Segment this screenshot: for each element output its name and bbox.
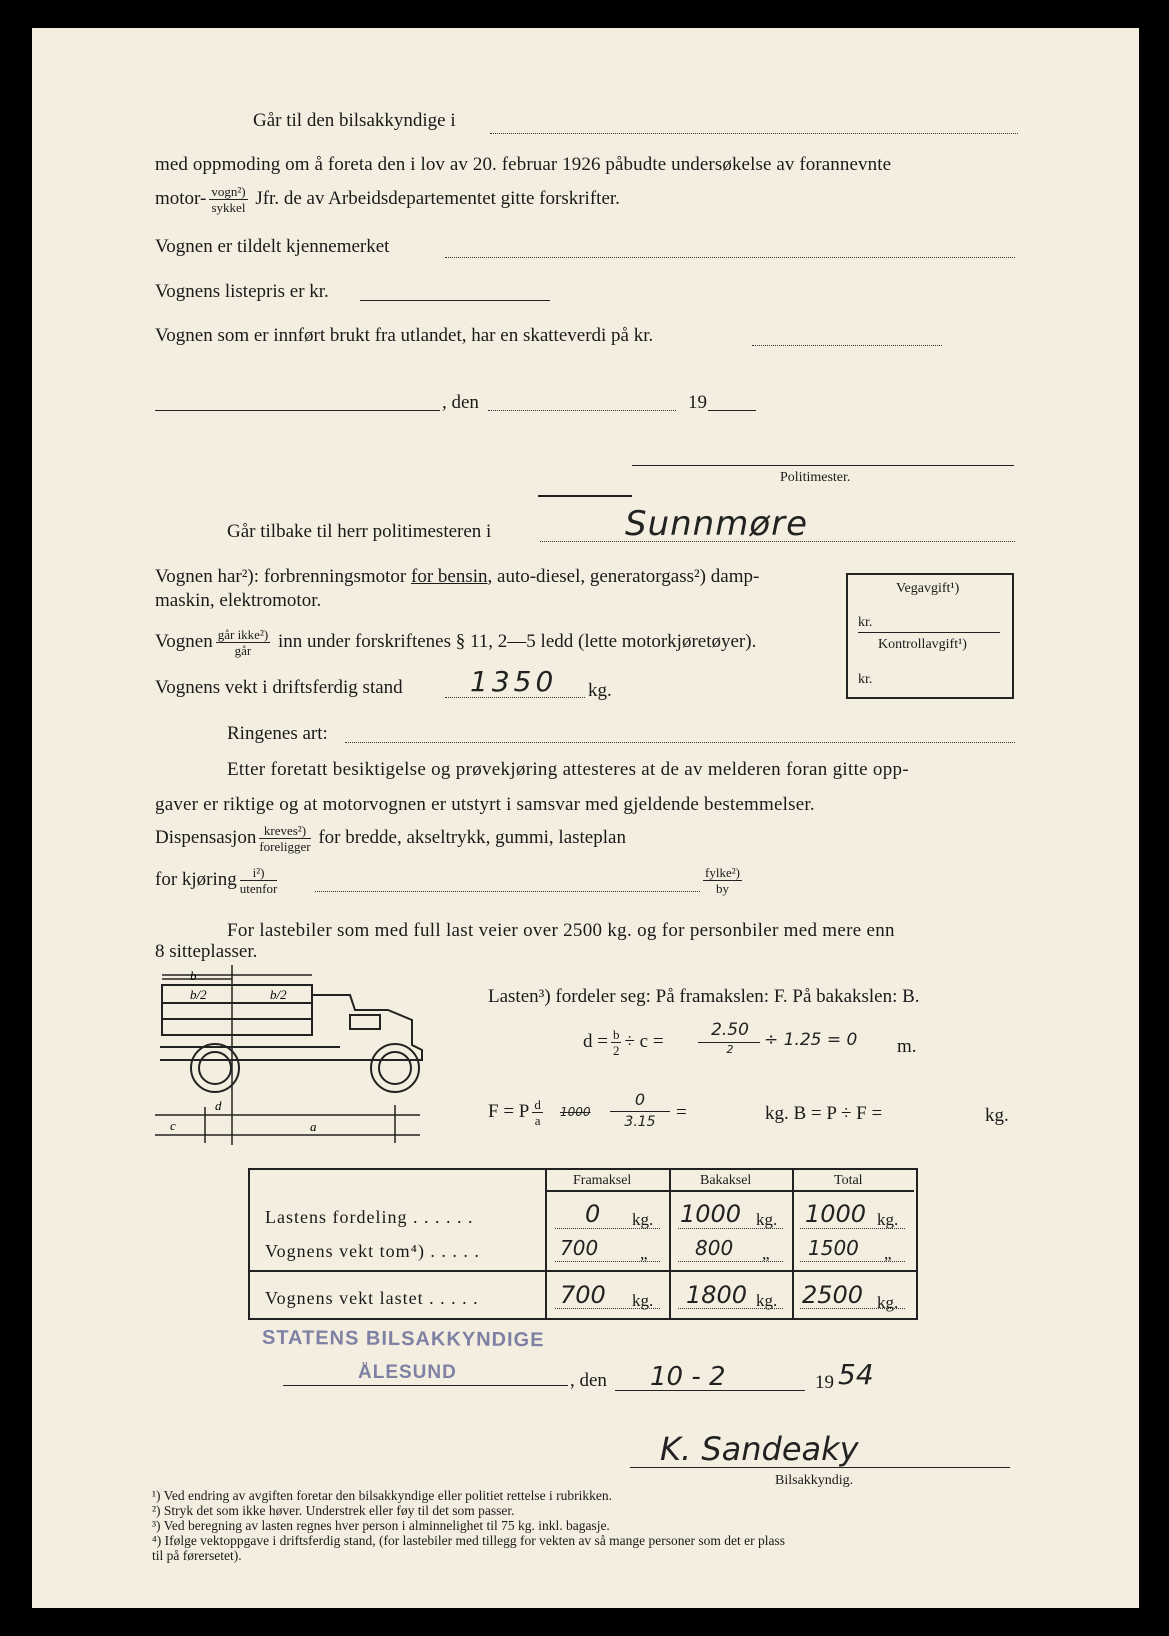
row3-total-line bbox=[800, 1308, 905, 1309]
motor-prefix: motor- bbox=[155, 187, 207, 209]
label-vegavgift: Vegavgift¹) bbox=[896, 581, 960, 596]
row2-framaksel: 700 bbox=[560, 1236, 599, 1260]
label-politimester: Politimester. bbox=[780, 470, 851, 485]
field-skatteverdi[interactable] bbox=[752, 345, 942, 346]
row-vekt-lastet-label: Vognens vekt lastet . . . . . bbox=[265, 1288, 479, 1308]
row3-bakaksel: 1800 bbox=[686, 1281, 748, 1309]
row2-total: 1500 bbox=[808, 1236, 859, 1260]
formula-b-bottom: 2 bbox=[612, 1043, 620, 1058]
line-lasten: Lasten³) fordeler seg: På framakslen: F. På bakakslen: B. bbox=[488, 986, 920, 1007]
row3-total-unit: kg. bbox=[877, 1293, 899, 1312]
field-politimester-signature[interactable] bbox=[632, 465, 1014, 466]
formula-m: m. bbox=[897, 1036, 917, 1057]
label-kontrollavgift: Kontrollavgift¹) bbox=[878, 637, 967, 652]
label-kjoring: for kjøring bbox=[155, 868, 237, 890]
field-ringenes[interactable] bbox=[345, 742, 1015, 743]
handwritten-signature: K. Sandeaky bbox=[660, 1430, 859, 1468]
label-listepris: Vognens listepris er kr. bbox=[155, 281, 329, 302]
hw-formula-rest: ÷ 1.25 = 0 bbox=[764, 1030, 858, 1050]
row2-framaksel-line bbox=[555, 1261, 660, 1262]
kjoring-bottom: utenfor bbox=[239, 881, 278, 896]
motor-suffix: Jfr. de av Arbeidsdepartementet gitte forskrifter. bbox=[255, 187, 620, 209]
field-kjoring[interactable] bbox=[315, 891, 700, 892]
formula-da-bottom: a bbox=[534, 1113, 541, 1128]
fylke-bottom: by bbox=[715, 881, 729, 896]
row1-bakaksel-unit: kg. bbox=[756, 1210, 778, 1229]
label-skatteverdi: Vognen som er innført brukt fra utlandet, har en skatteverdi på kr. bbox=[155, 325, 654, 346]
motor-frac-bottom: sykkel bbox=[211, 200, 246, 215]
row-vekt-tom-label: Vognens vekt tom⁴) . . . . . bbox=[265, 1241, 480, 1261]
handwritten-vekt: 1350 bbox=[470, 665, 558, 698]
formula-b-frac bbox=[611, 1028, 622, 1057]
label-kjennemerke: Vognen er tildelt kjennemerket bbox=[155, 236, 390, 257]
row1-total: 1000 bbox=[805, 1200, 867, 1228]
label-vekt: Vognens vekt i driftsferdig stand bbox=[155, 677, 403, 698]
line-forskrift bbox=[155, 628, 756, 657]
formula-f bbox=[488, 1098, 546, 1127]
truck-diagram bbox=[150, 965, 460, 1155]
kjoring-top: i²) bbox=[240, 866, 278, 881]
kjoring-fraction bbox=[240, 866, 278, 895]
row3-bakaksel-line bbox=[678, 1308, 783, 1309]
formula-f-left: F = P bbox=[488, 1100, 530, 1122]
motor-frac-top: vogn²) bbox=[211, 184, 246, 199]
handwritten-sunnmore: Sunnmøre bbox=[625, 504, 809, 544]
line-kjoring bbox=[155, 866, 280, 895]
field-kjennemerke[interactable] bbox=[445, 257, 1015, 258]
diagram-label-b2: b/2 bbox=[190, 987, 207, 1002]
label-signing-19: 19 bbox=[815, 1372, 834, 1393]
fylke-fraction bbox=[703, 866, 742, 895]
disp-suffix: for bredde, akseltrykk, gummi, lasteplan bbox=[318, 826, 626, 848]
label-dispensasjon: Dispensasjon bbox=[155, 826, 257, 848]
motor-type-bensin: for bensin bbox=[411, 566, 488, 587]
diagram-label-b: b bbox=[190, 968, 197, 983]
row2-bakaksel: 800 bbox=[695, 1236, 734, 1260]
hw-b-bottom: 2 bbox=[726, 1043, 734, 1056]
disp-top: kreves²) bbox=[259, 824, 310, 839]
hw-1000: 1000 bbox=[560, 1105, 591, 1119]
gar-top: går ikke²) bbox=[217, 627, 269, 642]
line-etter-2: gaver er riktige og at motorvognen er utstyrt i samsvar med gjeldende bestemmelser. bbox=[155, 794, 815, 815]
label-den: , den bbox=[442, 392, 479, 413]
line-motor bbox=[155, 185, 620, 214]
footnote-4-cont: til på førersetet). bbox=[152, 1548, 242, 1563]
row1-bakaksel: 1000 bbox=[680, 1200, 742, 1228]
field-listepris[interactable] bbox=[360, 300, 550, 301]
line-gar-til: Går til den bilsakkyndige i bbox=[253, 110, 456, 131]
formula-kg-end: kg. bbox=[985, 1105, 1009, 1126]
stamp-line-1: STATENS BILSAKKYNDIGE bbox=[261, 1326, 545, 1352]
row3-framaksel: 700 bbox=[560, 1281, 606, 1309]
col-framaksel: Framaksel bbox=[573, 1173, 632, 1188]
label-signing-den: , den bbox=[570, 1370, 607, 1391]
label-year-19: 19 bbox=[688, 392, 707, 413]
field-vegavgift[interactable] bbox=[858, 632, 1000, 633]
row2-total-unit: „ bbox=[884, 1244, 892, 1263]
row3-framaksel-line bbox=[555, 1308, 660, 1309]
formula-d-left: d = bbox=[583, 1030, 608, 1052]
line-laste-1: For lastebiler som med full last veier over 2500 kg. og for personbiler med mere enn bbox=[227, 920, 895, 941]
row1-total-unit: kg. bbox=[877, 1210, 899, 1229]
diagram-label-b2b: b/2 bbox=[270, 987, 287, 1002]
formula-b-top: b bbox=[612, 1027, 620, 1042]
label-vegavgift-kr: kr. bbox=[858, 615, 873, 630]
row1-framaksel-line bbox=[555, 1228, 660, 1229]
truck-window bbox=[350, 1015, 380, 1029]
handwritten-date: 10 - 2 bbox=[650, 1362, 726, 1392]
label-ringenes: Ringenes art: bbox=[227, 723, 328, 744]
hw-b-top: 2.50 bbox=[711, 1020, 749, 1040]
diagram-label-c: c bbox=[170, 1118, 176, 1133]
formula-eq: = bbox=[676, 1102, 687, 1123]
diagram-label-d: d bbox=[215, 1098, 222, 1113]
footnote-2: ²) Stryk det som ikke høver. Understrek eller føy til det som passer. bbox=[152, 1503, 515, 1518]
formula-da-frac bbox=[532, 1098, 543, 1127]
truck-cargo-box bbox=[162, 985, 312, 1035]
field-year[interactable] bbox=[708, 410, 756, 411]
field-place[interactable] bbox=[155, 410, 440, 411]
motor-fraction bbox=[209, 185, 247, 214]
total-line bbox=[248, 1270, 916, 1272]
label-vognen: Vognen bbox=[155, 630, 213, 652]
formula-da-top: d bbox=[534, 1097, 541, 1112]
row3-framaksel-unit: kg. bbox=[632, 1291, 654, 1310]
line-motor-types-2: maskin, elektromotor. bbox=[155, 590, 322, 611]
hw-f-line bbox=[610, 1111, 670, 1112]
label-kontrollavgift-kr: kr. bbox=[858, 672, 873, 687]
row3-bakaksel-unit: kg. bbox=[756, 1291, 778, 1310]
label-tilbake: Går tilbake til herr politimesteren i bbox=[227, 521, 492, 542]
motor-types-c: , auto-diesel, generatorgass²) damp- bbox=[487, 566, 760, 587]
footnote-4: ⁴) Ifølge vektoppgave i driftsferdig stand, (for lastebiler med tillegg for vekten av så mange personer som det er plass bbox=[152, 1533, 786, 1548]
line-etter-1: Etter foretatt besiktigelse og prøvekjøring attesteres at de av melderen foran gitte opp- bbox=[227, 759, 909, 780]
hw-f-top: 0 bbox=[634, 1090, 646, 1109]
formula-b: kg. B = P ÷ F = bbox=[765, 1103, 883, 1124]
disp-bottom: foreligger bbox=[259, 839, 311, 854]
footnote-3: ³) Ved beregning av lasten regnes hver person i alminnelighet til 75 kg. inkl. bagasje. bbox=[152, 1518, 610, 1533]
col-bakaksel: Bakaksel bbox=[700, 1173, 752, 1188]
footnote-1: ¹) Ved endring av avgiften foretar den bilsakkyndige eller politiet rettelse i rubrikken. bbox=[152, 1488, 613, 1503]
row3-total: 2500 bbox=[802, 1281, 864, 1309]
fylke-top: fylke²) bbox=[705, 865, 740, 880]
row2-framaksel-unit: „ bbox=[640, 1244, 648, 1263]
stamp-line-2: ÅLESUND bbox=[358, 1362, 457, 1383]
row2-bakaksel-line bbox=[678, 1261, 783, 1262]
row2-bakaksel-unit: „ bbox=[762, 1244, 770, 1263]
label-bilsakkyndig: Bilsakkyndig. bbox=[775, 1473, 854, 1488]
header-line bbox=[545, 1190, 914, 1192]
row1-framaksel-unit: kg. bbox=[632, 1210, 654, 1229]
diagram-label-a: a bbox=[310, 1119, 317, 1134]
line-dispensasjon bbox=[155, 824, 626, 853]
row1-total-line bbox=[800, 1228, 905, 1229]
formula-d bbox=[583, 1028, 664, 1057]
line-laste-2: 8 sitteplasser. bbox=[155, 941, 258, 962]
forskrift-text: inn under forskriftenes § 11, 2—5 ledd (lette motorkjøretøyer). bbox=[277, 630, 757, 652]
field-date[interactable] bbox=[488, 410, 676, 411]
gar-bottom: går bbox=[234, 643, 252, 658]
divider bbox=[538, 495, 632, 497]
label-vekt-unit: kg. bbox=[588, 680, 612, 701]
line-oppmoding: med oppmoding om å foreta den i lov av 20. februar 1926 påbudte undersøkelse av forannevnte bbox=[155, 154, 892, 175]
fylke-fraction-wrap bbox=[700, 866, 745, 895]
row1-bakaksel-line bbox=[678, 1228, 783, 1229]
formula-minus-c: ÷ c = bbox=[624, 1030, 664, 1052]
motor-types-a: Vognen har²): forbrenningsmotor bbox=[155, 566, 411, 587]
row2-total-line bbox=[800, 1261, 905, 1262]
disp-fraction bbox=[259, 824, 310, 853]
line-motor-types bbox=[155, 566, 759, 588]
row1-framaksel: 0 bbox=[585, 1200, 601, 1228]
handwritten-year: 54 bbox=[838, 1358, 874, 1391]
col-total: Total bbox=[834, 1173, 863, 1188]
field-bilsakkyndige[interactable] bbox=[490, 133, 1018, 134]
avgift-box bbox=[846, 573, 1014, 699]
gar-fraction bbox=[216, 628, 270, 657]
field-signing-place[interactable] bbox=[283, 1385, 568, 1386]
hw-f-bottom: 3.15 bbox=[624, 1114, 656, 1130]
row-lastens-label: Lastens fordeling . . . . . . bbox=[265, 1207, 474, 1227]
